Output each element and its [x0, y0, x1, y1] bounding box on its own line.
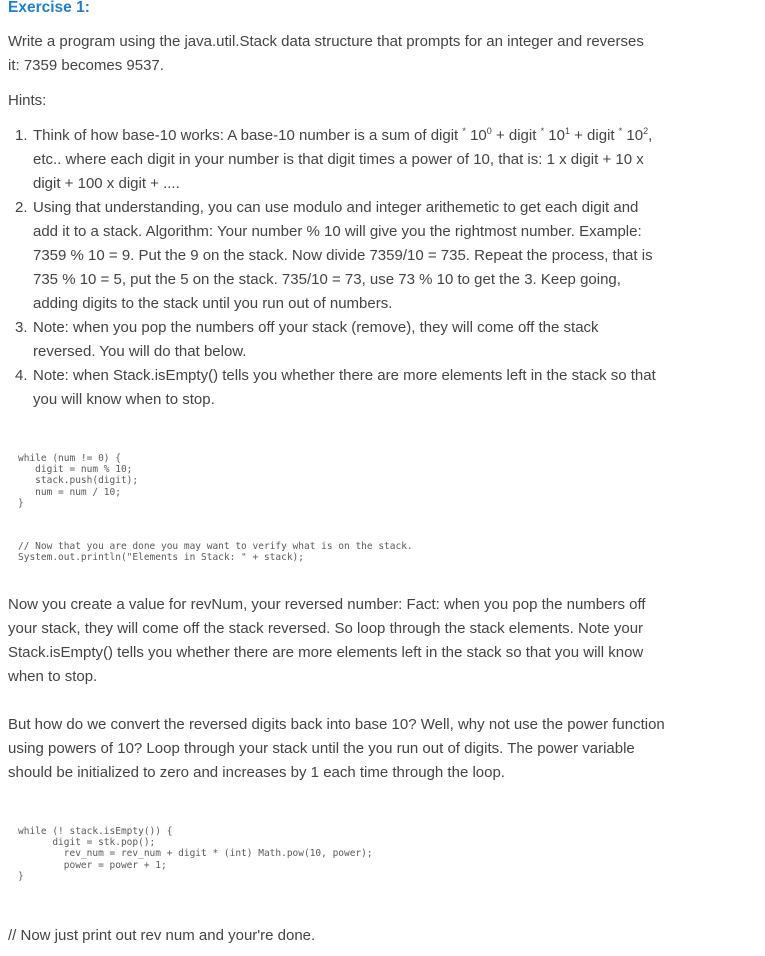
hints-label: Hints: [8, 92, 47, 109]
hint-number: 2. [15, 199, 28, 216]
hint-text: Using that understanding, you can use modulo and integer arithemetic to get each digit and add it to a stack. Algorithm: Your number % 10 will give you the rightmost number. Example: 7359 % 10 = 9. Put the 9 on the stack. Now divide 7359/10 = 735. Repeat the process, that is 735 % 10 = 5, put the 5 on the stack. 735/10 = 73, use 73 % 10 to get the 3. Keep going, adding digits to the stack until you run out of numbers. [33, 199, 653, 312]
code-block-print-stack: // Now that you are done you may want to verify what is on the stack. System.out.println("Elements in Stack: " + stack); [18, 541, 413, 564]
hint-item [0, 196, 660, 316]
code-block-push-loop: while (num != 0) { digit = num % 10; stack.push(digit); num = num / 10; } [18, 453, 139, 509]
base10-paragraph: But how do we convert the reversed digits back into base 10? Well, why not use the power function using powers of 10? Loop through your stack until the you run out of digits. The power variable should be initialized to zero and increases by 1 each time through the loop. [8, 716, 665, 781]
hint-text: Note: when you pop the numbers off your stack (remove), they will come off the stack reversed. You will do that below. [33, 319, 599, 360]
hint-text: Note: when Stack.isEmpty() tells you whether there are more elements left in the stack so that you will know when to stop. [33, 367, 656, 408]
final-note: // Now just print out rev num and your're done. [8, 927, 316, 944]
hint-item [0, 124, 660, 196]
intro-paragraph: Write a program using the java.util.Stack data structure that prompts for an integer and reverses it: 7359 becomes 9537. [8, 33, 644, 74]
hint-list [0, 124, 660, 412]
code-block-pop-loop: while (! stack.isEmpty()) { digit = stk.pop(); rev_num = rev_num + digit * (int) Math.pow(10, power); power = power + 1; } [18, 826, 373, 882]
hint-number: 1. [15, 127, 28, 144]
exercise-heading: Exercise 1: [8, 0, 90, 16]
revnum-paragraph: Now you create a value for revNum, your reversed number: Fact: when you pop the numbers off your stack, they will come off the stack reversed. So loop through the stack elements. Note your Stack.isEmpty() tells you whether there are more elements left in the stack so that you will know when to stop. [8, 596, 646, 685]
hint-number: 4. [15, 367, 28, 384]
hint-item [0, 364, 660, 412]
hint-text: Think of how base-10 works: A base-10 number is a sum of digit * $10^0$ + digit * $10^1$ + digit * $10^2$, etc.. where each digit in your number is that digit times a power of 10, that is: 1 x digit + 10 x digit + 100 x digit + .... [33, 126, 653, 192]
hint-item [0, 316, 660, 364]
hint-number: 3. [15, 319, 28, 336]
